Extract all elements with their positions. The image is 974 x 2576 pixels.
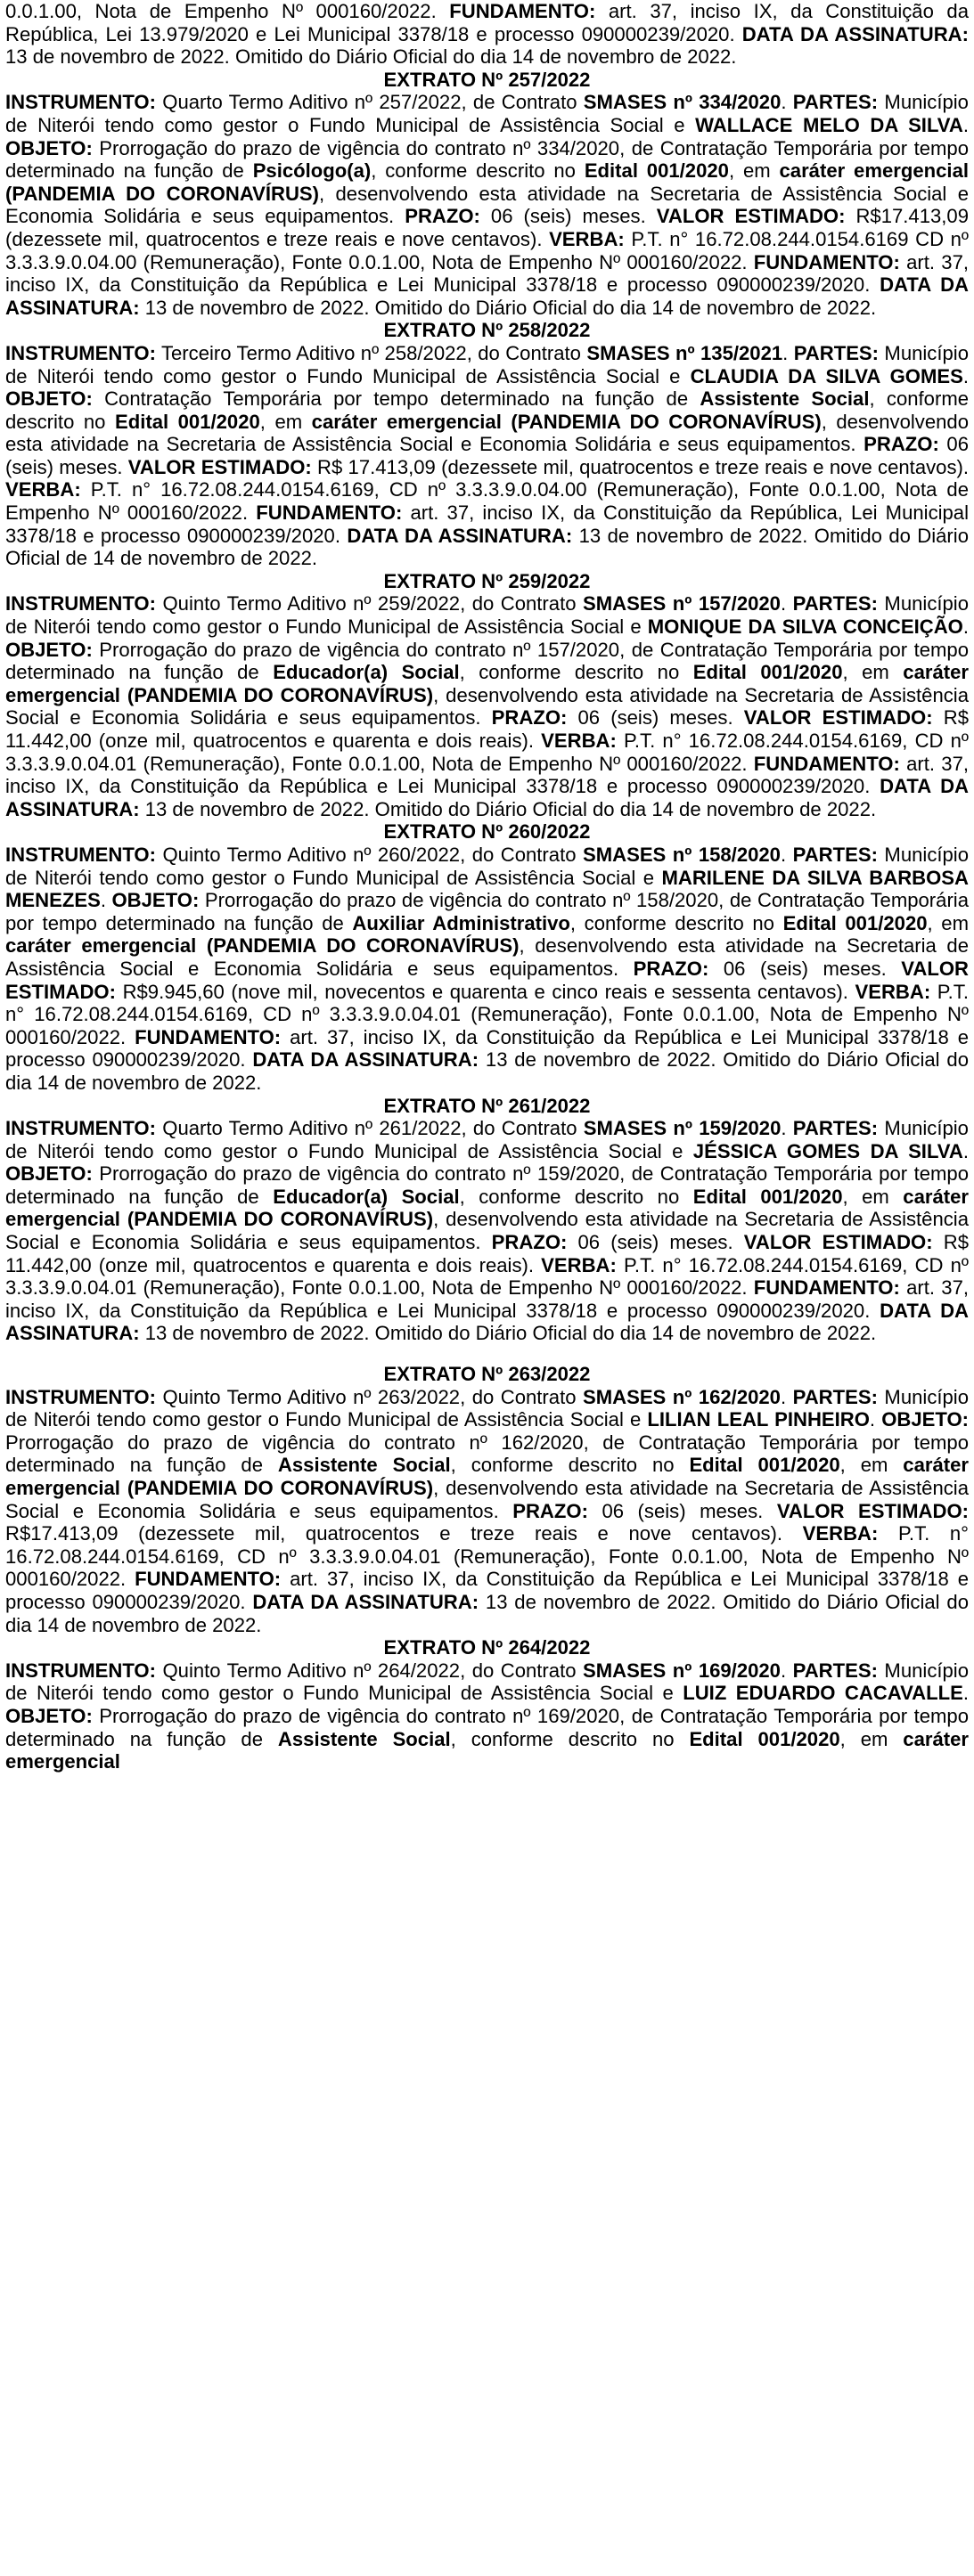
extract-text: INSTRUMENTO: Quarto Termo Aditivo nº 257/2022, de Contrato SMASES nº 334/2020. PARTES: Município de Niterói tendo como gestor o Fundo Municipal de Assistência Social e WALLACE MELO DA SILVA. OBJETO: Prorrogação do prazo de vigência do contrato nº 334/2020, de Contratação Temporária por tempo determinado na função de Psicólogo(a), conforme descrito no Edital 001/2020, em caráter emergencial (PANDEMIA DO CORONAVÍRUS), desenvolvendo esta atividade na Secretaria de Assistência Social e Economia Solidária e seus equipamentos. PRAZO: 06 (seis) meses. VALOR ESTIMADO: R$17.413,09 (dezessete mil, quatrocentos e treze reais e nove centavos). VERBA: P.T. n° 16.72.08.244.0154.6169 CD nº 3.3.3.9.0.04.00 (Remuneração), Fonte 0.0.1.00, Nota de Empenho Nº 000160/2022. FUNDAMENTO: art. 37, inciso IX, da Constituição da República e Lei Municipal 3378/18 e processo 090000239/2020. DATA DA ASSINATURA: 13 de novembro de 2022. Omitido do Diário Oficial do dia 14 de novembro de 2022.	[5, 91, 969, 319]
extract-text: INSTRUMENTO: Quinto Termo Aditivo nº 263/2022, do Contrato SMASES nº 162/2020. PARTES: Município de Niterói tendo como gestor o Fundo Municipal de Assistência Social e LILIAN LEAL PINHEIRO. OBJETO: Prorrogação do prazo de vigência do contrato nº 162/2020, de Contratação Temporária por tempo determinado na função de Assistente Social, conforme descrito no Edital 001/2020, em caráter emergencial (PANDEMIA DO CORONAVÍRUS), desenvolvendo esta atividade na Secretaria de Assistência Social e Economia Solidária e seus equipamentos. PRAZO: 06 (seis) meses. VALOR ESTIMADO: R$17.413,09 (dezessete mil, quatrocentos e treze reais e nove centavos). VERBA: P.T. n° 16.72.08.244.0154.6169, CD nº 3.3.3.9.0.04.01 (Remuneração), Fonte 0.0.1.00, Nota de Empenho Nº 000160/2022. FUNDAMENTO: art. 37, inciso IX, da Constituição da República e Lei Municipal 3378/18 e processo 090000239/2020. DATA DA ASSINATURA: 13 de novembro de 2022. Omitido do Diário Oficial do dia 14 de novembro de 2022.	[5, 1385, 970, 1636]
extract-title: EXTRATO Nº 264/2022	[383, 1636, 591, 1659]
extract-title: EXTRATO Nº 260/2022	[383, 820, 591, 844]
extract-title: EXTRATO Nº 258/2022	[383, 319, 591, 342]
extract-title: EXTRATO Nº 263/2022	[383, 1363, 591, 1386]
extract-text: INSTRUMENTO: Terceiro Termo Aditivo nº 258/2022, do Contrato SMASES nº 135/2021. PARTES: Município de Niterói tendo como gestor o Fundo Municipal de Assistência Social e CLAUDIA DA SILVA GOMES. OBJETO: Contratação Temporária por tempo determinado na função de Assistente Social, conforme descrito no Edital 001/2020, em caráter emergencial (PANDEMIA DO CORONAVÍRUS), desenvolvendo esta atividade na Secretaria de Assistência Social e Economia Solidária e seus equipamentos. PRAZO: 06 (seis) meses. VALOR ESTIMADO: R$ 17.413,09 (dezessete mil, quatrocentos e treze reais e nove centavos). VERBA: P.T. n° 16.72.08.244.0154.6169, CD nº 3.3.3.9.0.04.00 (Remuneração), Fonte 0.0.1.00, Nota de Empenho Nº 000160/2022. FUNDAMENTO: art. 37, inciso IX, da Constituição da República, Lei Municipal 3378/18 e processo 090000239/2020. DATA DA ASSINATURA: 13 de novembro de 2022. Omitido do Diário Oficial de 14 de novembro de 2022.	[5, 341, 970, 570]
extract-text: INSTRUMENTO: Quinto Termo Aditivo nº 260/2022, do Contrato SMASES nº 158/2020. PARTES: Município de Niterói tendo como gestor o Fundo Municipal de Assistência Social e MARILENE DA SILVA BARBOSA MENEZES. OBJETO: Prorrogação do prazo de vigência do contrato nº 158/2020, de Contratação Temporária por tempo determinado na função de Auxiliar Administrativo, conforme descrito no Edital 001/2020, em caráter emergencial (PANDEMIA DO CORONAVÍRUS), desenvolvendo esta atividade na Secretaria de Assistência Social e Economia Solidária e seus equipamentos. PRAZO: 06 (seis) meses. VALOR ESTIMADO: R$9.945,60 (nove mil, novecentos e quarenta e cinco reais e sessenta centavos). VERBA: P.T. n° 16.72.08.244.0154.6169, CD nº 3.3.3.9.0.04.01 (Remuneração), Fonte 0.0.1.00, Nota de Empenho Nº 000160/2022. FUNDAMENTO: art. 37, inciso IX, da Constituição da República e Lei Municipal 3378/18 e processo 090000239/2020. DATA DA ASSINATURA: 13 de novembro de 2022. Omitido do Diário Oficial do dia 14 de novembro de 2022.	[5, 843, 969, 1094]
intro-paragraph: 0.0.1.00, Nota de Empenho Nº 000160/2022. FUNDAMENTO: art. 37, inciso IX, da Constituição da República, Lei 13.979/2020 e Lei Municipal 3378/18 e processo 090000239/2020. DATA DA ASSINATURA: 13 de novembro de 2022. Omitido do Diário Oficial do dia 14 de novembro de 2022.	[5, 0, 969, 69]
extract-title: EXTRATO Nº 259/2022	[383, 569, 591, 592]
extract-title: EXTRATO Nº 261/2022	[383, 1094, 591, 1117]
extract-text: INSTRUMENTO: Quinto Termo Aditivo nº 259/2022, do Contrato SMASES nº 157/2020. PARTES: Município de Niterói tendo como gestor o Fundo Municipal de Assistência Social e MONIQUE DA SILVA CONCEIÇÃO. OBJETO: Prorrogação do prazo de vigência do contrato nº 157/2020, de Contratação Temporária por tempo determinado na função de Educador(a) Social, conforme descrito no Edital 001/2020, em caráter emergencial (PANDEMIA DO CORONAVÍRUS), desenvolvendo esta atividade na Secretaria de Assistência Social e Economia Solidária e seus equipamentos. PRAZO: 06 (seis) meses. VALOR ESTIMADO: R$ 11.442,00 (onze mil, quatrocentos e quarenta e dois reais). VERBA: P.T. n° 16.72.08.244.0154.6169, CD nº 3.3.3.9.0.04.01 (Remuneração), Fonte 0.0.1.00, Nota de Empenho Nº 000160/2022. FUNDAMENTO: art. 37, inciso IX, da Constituição da República e Lei Municipal 3378/18 e processo 090000239/2020. DATA DA ASSINATURA: 13 de novembro de 2022. Omitido do Diário Oficial do dia 14 de novembro de 2022.	[5, 592, 969, 820]
extract-text: INSTRUMENTO: Quarto Termo Aditivo nº 261/2022, do Contrato SMASES nº 159/2020. PARTES: Município de Niterói tendo como gestor o Fundo Municipal de Assistência Social e JÉSSICA GOMES DA SILVA. OBJETO: Prorrogação do prazo de vigência do contrato nº 159/2020, de Contratação Temporária por tempo determinado na função de Educador(a) Social, conforme descrito no Edital 001/2020, em caráter emergencial (PANDEMIA DO CORONAVÍRUS), desenvolvendo esta atividade na Secretaria de Assistência Social e Economia Solidária e seus equipamentos. PRAZO: 06 (seis) meses. VALOR ESTIMADO: R$ 11.442,00 (onze mil, quatrocentos e quarenta e dois reais). VERBA: P.T. n° 16.72.08.244.0154.6169, CD nº 3.3.3.9.0.04.01 (Remuneração), Fonte 0.0.1.00, Nota de Empenho Nº 000160/2022. FUNDAMENTO: art. 37, inciso IX, da Constituição da República e Lei Municipal 3378/18 e processo 090000239/2020. DATA DA ASSINATURA: 13 de novembro de 2022. Omitido do Diário Oficial do dia 14 de novembro de 2022.	[5, 1117, 969, 1345]
extract-title: EXTRATO Nº 257/2022	[383, 68, 591, 91]
extract-text: INSTRUMENTO: Quinto Termo Aditivo nº 264/2022, do Contrato SMASES nº 169/2020. PARTES: Município de Niterói tendo como gestor o Fundo Municipal de Assistência Social e LUIZ EDUARDO CACAVALLE. OBJETO: Prorrogação do prazo de vigência do contrato nº 169/2020, de Contratação Temporária por tempo determinado na função de Assistente Social, conforme descrito no Edital 001/2020, em caráter emergencial	[5, 1659, 970, 1773]
